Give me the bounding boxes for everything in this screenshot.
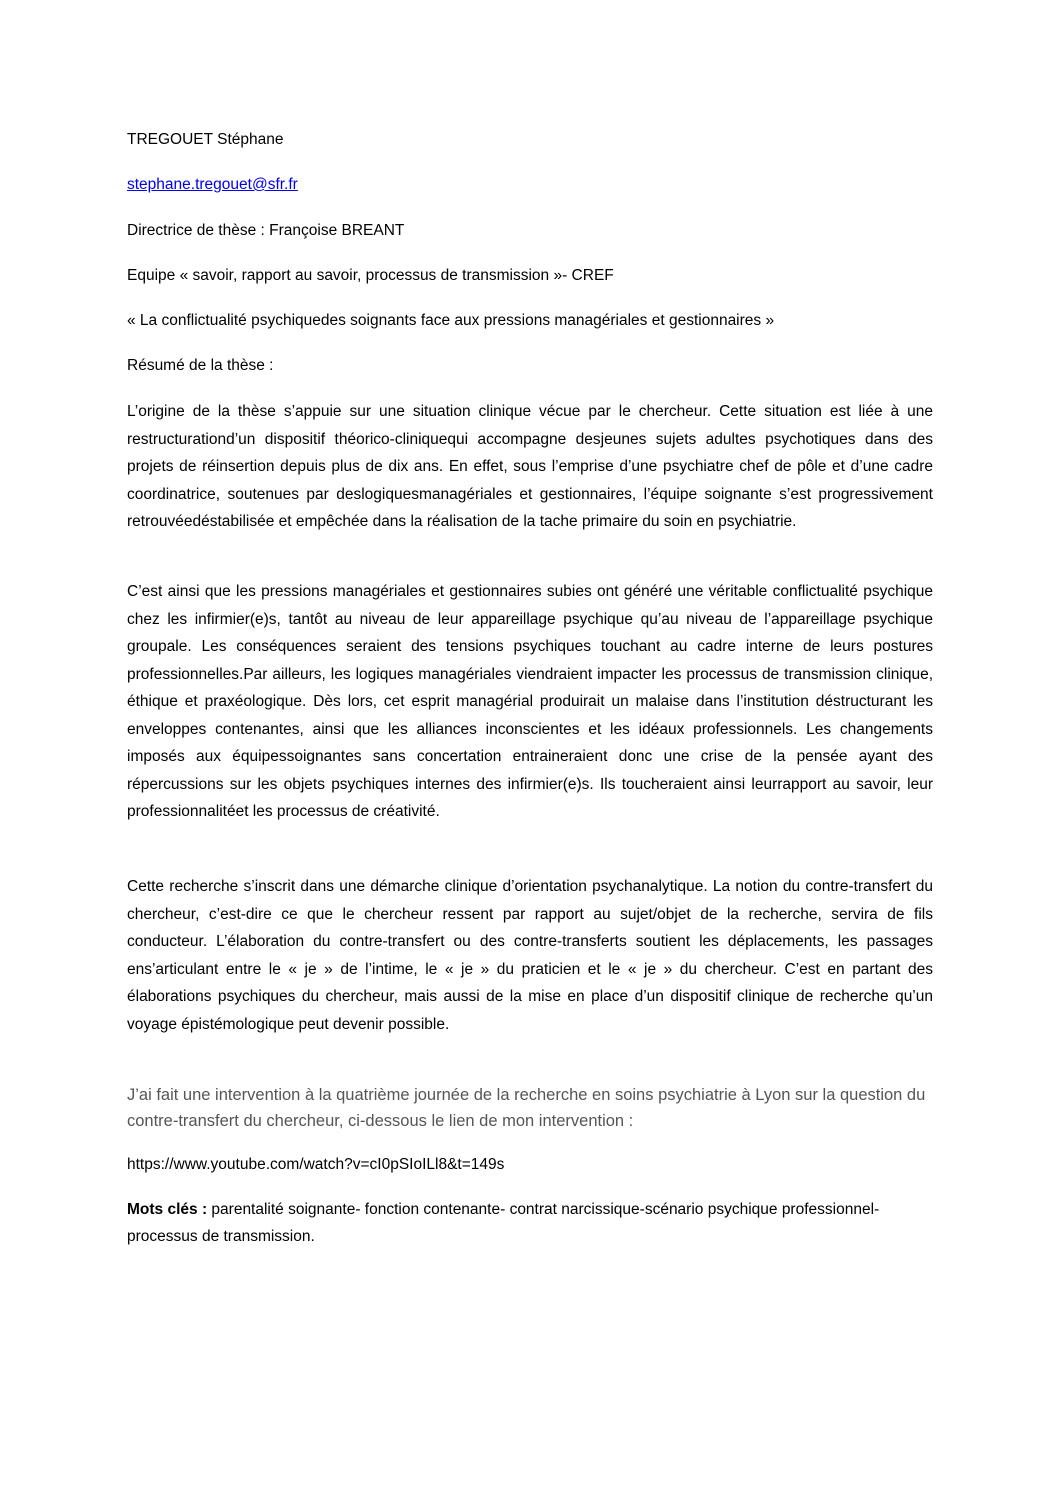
- summary-paragraph-2: C’est ainsi que les pressions managériales et gestionnaires subies ont généré une véritable conflictualité psychique chez les infirmier(e)s, tantôt au niveau de leur appareillage psychique qu’au niveau de l’appareillage psychique groupale. Les conséquences seraient des tensions psychiques touchant au cadre interne de leurs postures professionnelles.Par ailleurs, les logiques managériales viendraient impacter les processus de transmission clinique, éthique et praxéologique. Dès lors, cet esprit managérial produirait un malaise dans l’institution déstructurant les enveloppes contenantes, ainsi que les alliances inconscientes et les idéaux professionnels. Les changements imposés aux équipessoignantes sans concertation entraineraient donc une crise de la pensée ayant des répercussions sur les objets psychiques internes des infirmier(e)s. Ils toucheraient ainsi leurrapport au savoir, leur professionnalitéet les processus de créativité.: [127, 583, 933, 820]
- email-link[interactable]: stephane.tregouet@sfr.fr: [127, 176, 298, 193]
- email-line: [127, 175, 298, 195]
- summary-heading: Résumé de la thèse :: [127, 357, 274, 374]
- keywords-label: Mots clés :: [127, 1201, 208, 1218]
- author-name: TREGOUET Stéphane: [127, 131, 284, 148]
- research-team: Equipe « savoir, rapport au savoir, processus de transmission »- CREF: [127, 267, 614, 284]
- document-page: [127, 0, 933, 1497]
- keywords-list: parentalité soignante- fonction contenante- contrat narcissique-scénario psychique professionnel- processus de transmission.: [127, 1201, 880, 1245]
- thesis-title: « La conflictualité psychiquedes soignants face aux pressions managériales et gestionnaires »: [127, 312, 775, 329]
- video-link[interactable]: https://www.youtube.com/watch?v=cI0pSIoILl8&t=149s: [127, 1156, 505, 1173]
- thesis-director: Directrice de thèse : Françoise BREANT: [127, 222, 405, 239]
- keywords: [127, 1196, 933, 1250]
- intervention-text: J’ai fait une intervention à la quatrième journée de la recherche en soins psychiatrie à Lyon sur la question du contre-transfert du chercheur, ci-dessous le lien de mon intervention :: [127, 1086, 926, 1130]
- summary-paragraph-1: L’origine de la thèse s’appuie sur une situation clinique vécue par le chercheur. Cette situation est liée à une restructurationd’un dispositif théorico-cliniquequi accompagne desjeunes sujets adultes psychotiques dans des projets de réinsertion depuis plus de dix ans. En effet, sous l’emprise d’une psychiatre chef de pôle et d’une cadre coordinatrice, soutenues par deslogiquesmanagériales et gestionnaires, l’équipe soignante s’est progressivement retrouvéedéstabilisée et empêchée dans la réalisation de la tache primaire du soin en psychiatrie.: [127, 403, 933, 530]
- summary-paragraph-3: Cette recherche s’inscrit dans une démarche clinique d’orientation psychanalytique. La notion du contre-transfert du chercheur, c’est-dire ce que le chercheur ressent par rapport au sujet/objet de la recherche, servira de fils conducteur. L’élaboration du contre-transfert ou des contre-transferts soutient les déplacements, les passages ens’articulant entre le « je » de l’intime, le « je » du praticien et le « je » du chercheur. C’est en partant des élaborations psychiques du chercheur, mais aussi de la mise en place d’un dispositif clinique de recherche qu’un voyage épistémologique peut devenir possible.: [127, 878, 933, 1033]
